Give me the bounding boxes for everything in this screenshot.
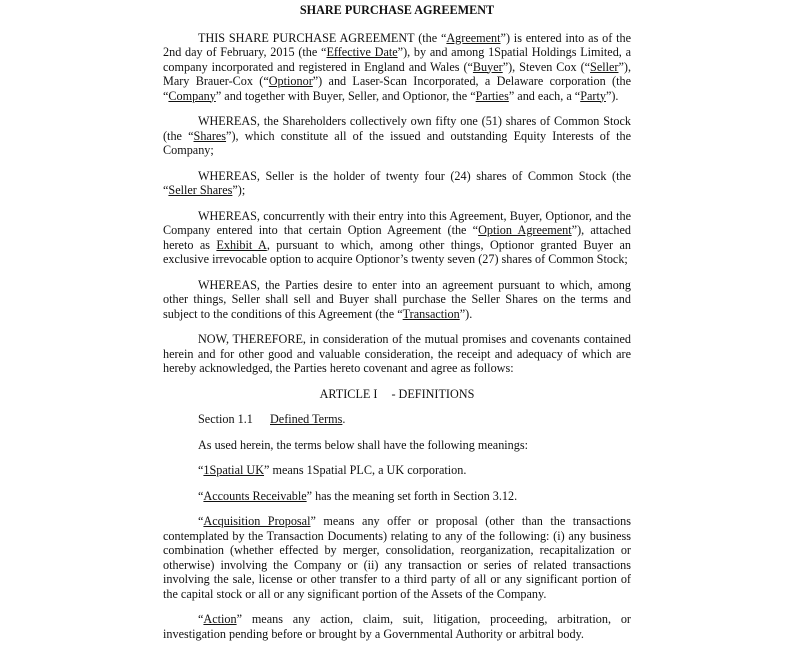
section-heading (198, 412, 631, 427)
definitions-intro: As used herein, the terms below shall have the following meanings: (198, 437, 529, 452)
text-segment: . (342, 412, 346, 426)
text-segment: WHEREAS, Seller is the holder of twenty four (24) shares of Common Stock (the “ (163, 168, 631, 197)
definition-accounts-receivable (163, 489, 631, 504)
text-segment: THIS SHARE PURCHASE AGREEMENT (the “ (198, 30, 447, 45)
text-segment: “ (198, 514, 204, 528)
text-segment: ” and together with Buyer, Seller, and Optionor, the “ (215, 88, 476, 103)
text-segment: “ (198, 463, 204, 477)
article-heading (163, 387, 631, 402)
defined-term-company: Company (168, 88, 216, 103)
text-segment: ”). (605, 88, 619, 103)
text-segment: ”) and Laser-Scan Incorporated, a Delaware corporation (the “ (163, 74, 631, 103)
text-segment: WHEREAS, the Shareholders collectively own fifty one (51) shares of Common Stock (the “ (163, 114, 631, 143)
defined-term-agreement: Agreement (446, 30, 501, 45)
text-segment: WHEREAS, concurrently with their entry into this Agreement, Buyer, Optionor, and the Company entered into that certain Option Agreement (the “ (163, 208, 631, 237)
definition-1spatial-uk (163, 463, 631, 478)
article-label: ARTICLE I (319, 386, 378, 401)
defined-term-action: Action (203, 612, 237, 626)
text-segment: ” means any action, claim, suit, litigation, proceeding, arbitration, or investigation pending before or brought by a Governmental Authority or arbitral body. (163, 612, 631, 641)
text-segment: ”); (232, 183, 246, 197)
text-segment: “ (198, 488, 204, 503)
text-segment: ”) is entered into as of the 2nd day of February, 2015 (the “ (163, 30, 631, 59)
exhibit-reference: Exhibit A (216, 237, 267, 252)
defined-term-seller: Seller (590, 59, 619, 74)
defined-term-party: Party (580, 88, 606, 103)
text-segment: ”), Mary Brauer-Cox (“ (163, 59, 631, 88)
defined-term-effective-date: Effective Date (326, 45, 398, 59)
defined-term-acquisition-proposal: Acquisition Proposal (203, 514, 311, 528)
text-segment: ” means any offer or proposal (other than the transactions contemplated by the Transaction Documents) relating to any of the following: (i) any business combination (whether effected by merger, consolidation, reorganization, recapitalization or otherwise) involving the Company or (ii) any transaction or series of related transactions involving the sale, license or other transfer to a third party of all or any significant portion of the capital stock or all or any significant portion of the Assets of the Company. (163, 514, 631, 601)
definition-acquisition-proposal (163, 514, 631, 601)
text-segment: “ (198, 612, 204, 626)
defined-term-seller-shares: Seller Shares (168, 183, 233, 197)
defined-term-1spatial-uk: 1Spatial UK (203, 463, 265, 477)
document-title: SHARE PURCHASE AGREEMENT (299, 3, 495, 17)
defined-term-option-agreement: Option Agreement (478, 223, 572, 237)
text-segment: ” means 1Spatial PLC, a UK corporation. (264, 463, 467, 477)
defined-term-optionor: Optionor (268, 74, 313, 88)
text-segment: ”), Steven Cox (“ (502, 59, 591, 74)
defined-term-buyer: Buyer (472, 59, 503, 74)
text-segment: WHEREAS, the Parties desire to enter into an agreement pursuant to which, among other things, Seller shall sell and Buyer shall purchase the Seller Shares on the terms and subject to the conditions of this Agreement (the “ (163, 277, 631, 321)
text-segment: ”), which constitute all of the issued and outstanding Equity Interests of the Company; (163, 128, 631, 157)
defined-term-parties: Parties (475, 88, 509, 103)
section-number: Section 1.1 (198, 412, 253, 426)
text-segment: ” and each, a “ (508, 88, 581, 103)
section-title: Defined Terms (270, 412, 343, 426)
now-therefore-paragraph: NOW, THEREFORE, in consideration of the mutual promises and covenants contained herein and for other good and valuable consideration, the receipt and adequacy of which are hereby acknowledged, the Parties hereto covenant and agree as follows: (163, 332, 631, 375)
defined-term-transaction: Transaction (402, 306, 460, 321)
article-name: - DEFINITIONS (391, 386, 475, 401)
text-segment: ” has the meaning set forth in Section 3.12. (306, 488, 518, 503)
definition-action (163, 612, 631, 641)
text-segment: , pursuant to which, among other things, Optionor granted Buyer an exclusive irrevocable option to acquire Optionor’s twenty seven (27) shares of Common Stock; (163, 237, 632, 266)
preamble-paragraph (163, 31, 631, 104)
whereas-paragraph-transaction (163, 278, 631, 322)
whereas-paragraph-shares (163, 114, 631, 158)
agreement-document (163, 3, 631, 652)
text-segment: ”), by and among 1Spatial Holdings Limited, a company incorporated and registered in England and Wales (“ (163, 45, 631, 74)
text-segment: ”), attached hereto as (163, 223, 631, 252)
defined-term-accounts-receivable: Accounts Receivable (203, 488, 307, 503)
defined-term-shares: Shares (193, 128, 227, 143)
whereas-paragraph-option-agreement (163, 209, 631, 267)
whereas-paragraph-seller-shares (163, 169, 631, 198)
text-segment: ”). (459, 306, 473, 321)
